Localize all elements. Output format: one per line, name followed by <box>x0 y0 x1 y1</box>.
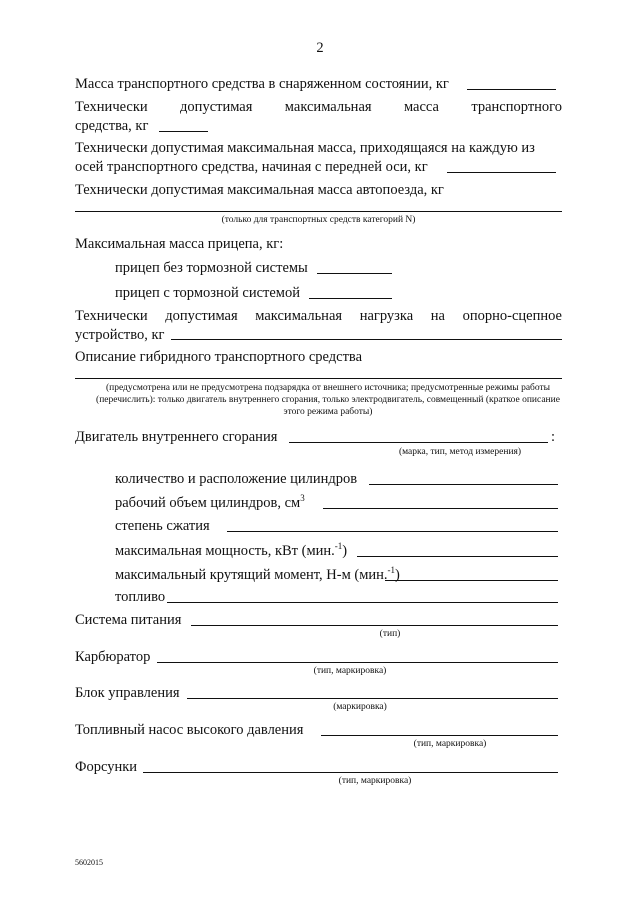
axle-mass-label-line1: Технически допустимая максимальная масса, приходящаяся на каждую из <box>75 140 535 156</box>
train-mass-note: (только для транспортных средств категорий N) <box>221 215 416 225</box>
cylinders-field[interactable] <box>369 484 558 485</box>
max-mass-field[interactable] <box>159 131 208 132</box>
displacement-unit-sup: 3 <box>300 493 305 503</box>
footer-code: 5602015 <box>75 858 103 867</box>
fuel-field[interactable] <box>167 602 558 603</box>
coupling-load-field[interactable] <box>171 339 562 340</box>
ice-field[interactable] <box>289 442 548 443</box>
control-unit-label: Блок управления <box>75 685 180 701</box>
compression-field[interactable] <box>227 531 558 532</box>
max-power-field[interactable] <box>357 556 558 557</box>
ice-label: Двигатель внутреннего сгорания <box>75 429 278 445</box>
injectors-note: (тип, маркировка) <box>338 776 412 786</box>
carburetor-field[interactable] <box>157 662 558 663</box>
hp-pump-field[interactable] <box>321 735 558 736</box>
injectors-label: Форсунки <box>75 759 138 775</box>
hybrid-note: (предусмотрена или не предусмотрена подзарядка от внешнего источника; предусмотренные режимы работы (перечислить): только двигатель внутреннего сгорания, только электродвигатель, совмещенный (краткое описание этого режима работы) <box>96 383 560 417</box>
fuel-label: топливо <box>115 589 166 605</box>
displacement-field[interactable] <box>323 508 558 509</box>
trailer-braked-field[interactable] <box>309 298 392 299</box>
displacement-label: рабочий объем цилиндров, $см^3$ <box>115 493 305 511</box>
coupling-load-label-line1: Технически допустимая максимальная нагрузка на опорно-сцепное <box>75 308 562 324</box>
compression-label: степень сжатия <box>115 518 210 534</box>
carburetor-label: Карбюратор <box>75 649 151 665</box>
max-mass-label-line1: Технически допустимая максимальная масса транспортного <box>75 99 562 115</box>
max-power-label: максимальная мощность, кВт (мин.$^{-1}$) <box>115 541 348 559</box>
control-unit-note: (маркировка) <box>333 702 387 712</box>
trailer-unbraked-field[interactable] <box>317 273 392 274</box>
hybrid-label: Описание гибридного транспортного средства <box>75 349 363 365</box>
coupling-load-label-line2: устройство, кг <box>75 327 165 343</box>
axle-mass-field[interactable] <box>447 172 556 173</box>
supply-system-note: (тип) <box>379 629 401 639</box>
carburetor-note: (тип, маркировка) <box>313 666 387 676</box>
train-mass-field[interactable] <box>75 211 562 212</box>
max-torque-field[interactable] <box>385 580 558 581</box>
ice-note: (марка, тип, метод измерения) <box>398 447 522 457</box>
supply-system-label: Система питания <box>75 612 182 628</box>
page-number: 2 <box>316 40 324 56</box>
hp-pump-note: (тип, маркировка) <box>413 739 487 749</box>
control-unit-field[interactable] <box>187 698 558 699</box>
supply-system-field[interactable] <box>191 625 558 626</box>
cylinders-label: количество и расположение цилиндров <box>115 471 358 487</box>
trailer-unbraked-label: прицеп без тормозной системы <box>115 260 308 276</box>
max-mass-label-line2: средства, кг <box>75 118 149 134</box>
trailer-braked-label: прицеп с тормозной системой <box>115 285 300 301</box>
curb-mass-field[interactable] <box>467 89 556 90</box>
injectors-field[interactable] <box>143 772 558 773</box>
max-torque-label: максимальный крутящий момент, Н-м (мин.$^{-1}$) <box>115 565 400 583</box>
hp-pump-label: Топливный насос высокого давления <box>75 722 304 738</box>
curb-mass-label: Масса транспортного средства в снаряженном состоянии, кг <box>75 76 449 92</box>
axle-mass-label-line2: осей транспортного средства, начиная с передней оси, кг <box>75 159 428 175</box>
train-mass-label: Технически допустимая максимальная масса автопоезда, кг <box>75 182 444 198</box>
ice-colon: : <box>551 429 556 445</box>
hybrid-field[interactable] <box>75 378 562 379</box>
trailer-mass-heading: Максимальная масса прицепа, кг: <box>75 236 284 252</box>
